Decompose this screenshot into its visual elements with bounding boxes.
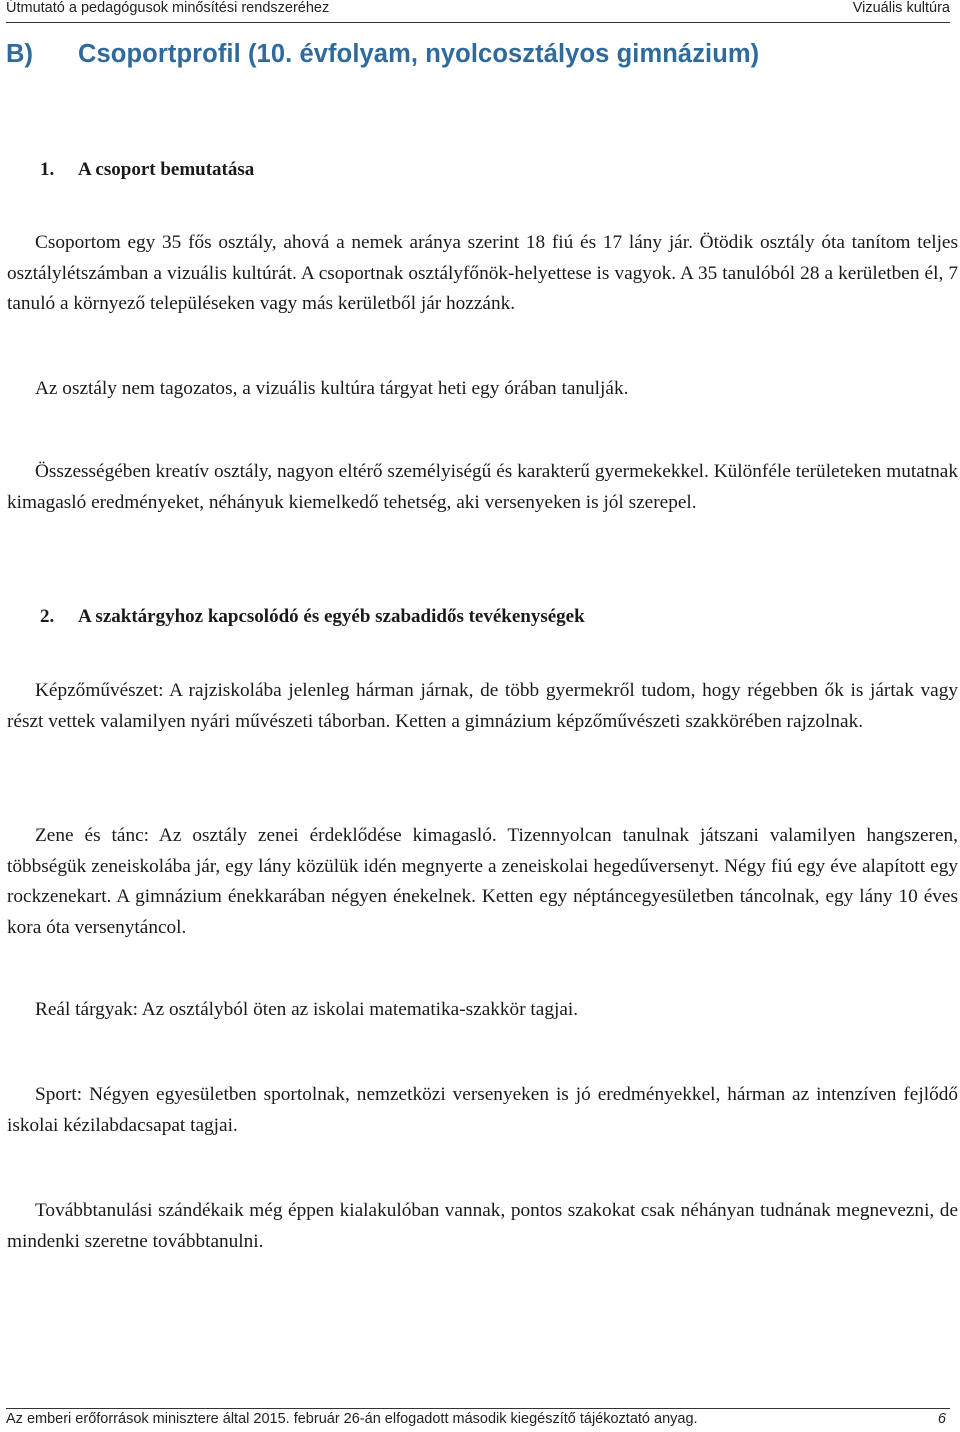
running-header [6, 0, 950, 24]
paragraph-class-character: Összességében kreatív osztály, nagyon eltérő személyiségű és karakterű gyermekekkel. Különféle területeken mutatnak kimagasló eredményeket, néhányuk kiemelkedő tehetség, aki versenyeken is jól szerepel. [7, 461, 958, 513]
paragraph-further-studies: Továbbtanulási szándékaik még éppen kialakulóban vannak, pontos szakokat csak néhányan tudnának megnevezni, de mindenki szeretne továbbtanulni. [7, 1200, 958, 1252]
section-title: Csoportprofil (10. évfolyam, nyolcosztályos gimnázium) [78, 40, 760, 68]
paragraph-music-dance: Zene és tánc: Az osztály zenei érdeklődése kimagasló. Tizennyolcan tanulnak játszani valamilyen hangszeren, többségük zeneiskolába jár, egy lány közülük idén megnyerte a zeneiskolai hegedűversenyt. Négy fiú egy éve alapított egy rockzenekart. A gimnázium énekkarában négyen énekelnek. Ketten egy néptáncegyesületben táncolnak, egy lány 10 éves kora óta versenytáncol. [7, 825, 958, 938]
section-letter: B) [6, 40, 34, 68]
paragraph-fine-arts: Képzőművészet: A rajziskolába jelenleg hárman járnak, de több gyermekről tudom, hogy régebben ők is jártak vagy részt vettek valamilyen nyári művészeti táborban. Ketten a gimnázium képzőművészeti szakkörében rajzolnak. [7, 680, 958, 732]
subheading-title: A csoport bemutatása [78, 159, 255, 180]
page-number: 6 [937, 1411, 946, 1427]
footer-text: Az emberi erőforrások minisztere által 2015. február 26-án elfogadott második kiegészítő tájékoztató anyag. [6, 1411, 698, 1427]
running-footer [6, 1411, 950, 1427]
subheading-number: 1. [40, 159, 55, 180]
header-subject: Vizuális kultúra [852, 0, 950, 16]
paragraph-class-description: Csoportom egy 35 fős osztály, ahová a nemek aránya szerint 18 fiú és 17 lány jár. Ötödik osztály óta tanítom teljes osztálylétszámban a vizuális kultúrát. A csoportnak osztályfőnök-helyettese is vagyok. A 35 tanulóból 28 a kerületben él, 7 tanuló a környező településeken vagy más kerületből jár hozzánk. [7, 232, 958, 314]
paragraph-class-schedule: Az osztály nem tagozatos, a vizuális kultúra tárgyat heti egy órában tanulják. [35, 378, 629, 399]
subheading-number: 2. [40, 606, 55, 627]
subheading-group-intro [40, 159, 254, 181]
subheading-activities [40, 606, 585, 628]
header-document-title: Útmutató a pedagógusok minősítési rendszeréhez [6, 0, 330, 16]
paragraph-sport: Sport: Négyen egyesületben sportolnak, nemzetközi versenyeken is jó eredményekkel, hárman az intenzíven fejlődő iskolai kézilabdacsapat tagjai. [7, 1084, 958, 1136]
section-heading [6, 40, 759, 69]
header-rule [6, 22, 950, 23]
paragraph-sciences: Reál tárgyak: Az osztályból öten az iskolai matematika-szakkör tagjai. [35, 999, 579, 1020]
subheading-title: A szaktárgyhoz kapcsolódó és egyéb szabadidős tevékenységek [78, 606, 585, 627]
footer-rule [6, 1408, 950, 1409]
